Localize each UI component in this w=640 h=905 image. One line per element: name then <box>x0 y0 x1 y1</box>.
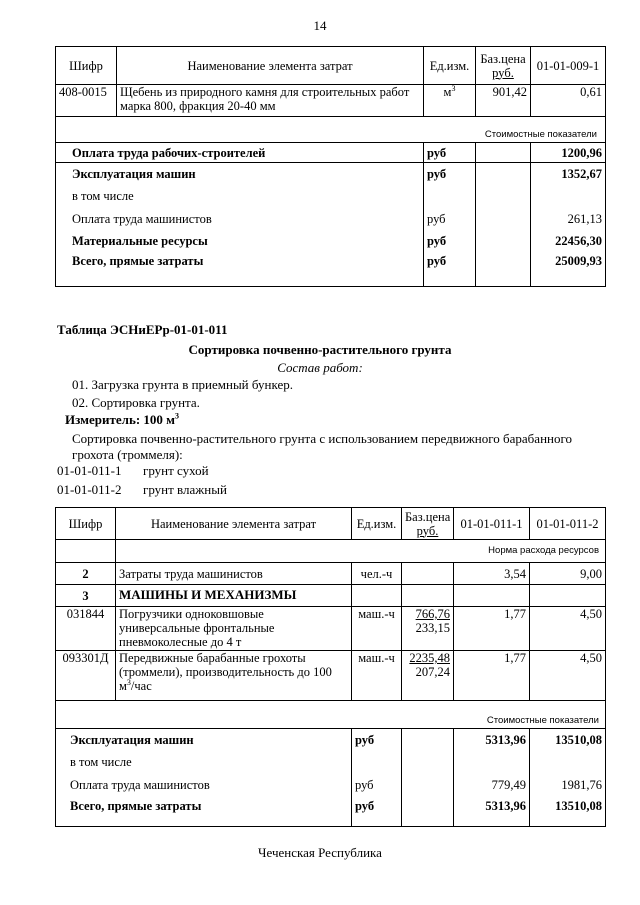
cost-value: 261,13 <box>531 207 606 231</box>
table-header-row <box>56 47 606 85</box>
cost-unit: руб <box>424 207 476 231</box>
cost-row <box>56 797 606 827</box>
header-column-code-2: 01-01-011-2 <box>530 508 606 540</box>
measure-label <box>65 412 179 428</box>
row-value-2: 4,50 <box>530 607 606 651</box>
cost-value-1: 779,49 <box>454 773 530 797</box>
row-name-line-last <box>119 679 348 693</box>
row-price-bottom: 207,24 <box>415 665 450 679</box>
section-subtitle: Сортировка почвенно-растительного грунта <box>188 342 452 357</box>
row-name <box>116 651 352 701</box>
row-name: МАШИНЫ И МЕХАНИЗМЫ <box>116 585 352 607</box>
variant-code: 01-01-011-2 <box>57 482 122 497</box>
variant-name: грунт влажный <box>143 482 227 497</box>
row-price <box>402 607 454 651</box>
cost-label: в том числе <box>56 185 424 207</box>
table-row <box>56 585 606 607</box>
cost-label: Эксплуатация машин <box>56 163 424 185</box>
cost-value-2: 1981,76 <box>530 773 606 797</box>
row-name-line: Погрузчики одноковшовые <box>119 607 264 621</box>
row-value-2: 4,50 <box>530 651 606 701</box>
row-value: 0,61 <box>531 85 606 117</box>
work-step: 01. Загрузка грунта в приемный бункер. <box>72 377 293 392</box>
row-name-line: (троммели), производительность до 100 <box>119 665 332 679</box>
header-price-line1: Баз.цена <box>480 51 526 66</box>
header-unit: Ед.изм. <box>352 508 402 540</box>
cost-unit: руб <box>352 773 402 797</box>
cost-value: 1200,96 <box>531 143 606 163</box>
row-name-line: пневмоколесные до 4 т <box>119 635 242 649</box>
cost-unit: руб <box>424 143 476 163</box>
cost-label: Оплата труда машинистов <box>56 773 352 797</box>
table-row <box>56 651 606 701</box>
row-value-1: 1,77 <box>454 607 530 651</box>
cost-label: Эксплуатация машин <box>56 729 352 751</box>
row-code: 031844 <box>56 607 116 651</box>
row-value-2: 9,00 <box>530 563 606 585</box>
composition-title: Состав работ: <box>277 360 363 375</box>
measure-exp: 3 <box>175 411 180 421</box>
cost-row <box>56 143 606 163</box>
row-name-unit-base: м <box>119 679 127 693</box>
header-name: Наименование элемента затрат <box>116 508 352 540</box>
header-unit: Ед.изм. <box>424 47 476 85</box>
cost-value-1: 5313,96 <box>454 797 530 827</box>
table-title: Таблица ЭСНиЕРр-01-01-011 <box>57 322 228 337</box>
section-label-row <box>56 129 606 143</box>
row-name: Затраты труда машинистов <box>116 563 352 585</box>
description-line: Сортировка почвенно-растительного грунта с использованием передвижного барабанного <box>72 431 572 446</box>
cost-row <box>56 231 606 252</box>
cost-label: в том числе <box>56 751 352 773</box>
cost-value: 25009,93 <box>531 252 606 287</box>
cost-table-2 <box>55 507 606 827</box>
cost-label: Материальные ресурсы <box>56 231 424 252</box>
header-code: Шифр <box>56 47 117 85</box>
cost-unit: руб <box>352 797 402 827</box>
row-value-1: 1,77 <box>454 651 530 701</box>
description-line: грохота (троммеля): <box>72 447 183 462</box>
row-price <box>402 651 454 701</box>
table-row <box>56 607 606 651</box>
section-label-row <box>56 715 606 729</box>
row-code: 2 <box>56 563 116 585</box>
cost-row <box>56 751 606 773</box>
row-unit <box>424 85 476 117</box>
page-number: 14 <box>313 18 327 33</box>
row-price-top: 766,76 <box>415 607 450 621</box>
row-price: 901,42 <box>476 85 531 117</box>
cost-row <box>56 252 606 287</box>
cost-unit: руб <box>424 231 476 252</box>
table-header-row <box>56 508 606 540</box>
section-label: Стоимостные показатели <box>56 715 606 729</box>
row-name <box>116 607 352 651</box>
header-price-line2: руб. <box>416 523 439 538</box>
row-name-line: Передвижные барабанные грохоты <box>119 651 306 665</box>
row-unit: маш.-ч <box>352 651 402 701</box>
cost-row <box>56 729 606 751</box>
norm-label: Норма расхода ресурсов <box>116 540 606 563</box>
cost-value-2: 13510,08 <box>530 729 606 751</box>
row-code: 3 <box>56 585 116 607</box>
section-label: Стоимостные показатели <box>56 129 606 143</box>
cost-label: Оплата труда машинистов <box>56 207 424 231</box>
norm-label-row <box>56 540 606 563</box>
cost-label: Всего, прямые затраты <box>56 252 424 287</box>
header-price-line2: руб. <box>492 65 514 80</box>
header-price-line1: Баз.цена <box>405 509 451 524</box>
variant-code: 01-01-011-1 <box>57 463 122 478</box>
header-price <box>402 508 454 540</box>
spacer-row <box>56 117 606 129</box>
work-step: 02. Сортировка грунта. <box>72 395 200 410</box>
measure-text: Измеритель: 100 м <box>65 412 176 427</box>
header-name: Наименование элемента затрат <box>117 47 424 85</box>
row-code: 408-0015 <box>56 85 117 117</box>
row-unit-exp: 3 <box>451 83 456 93</box>
spacer-row <box>56 701 606 715</box>
row-name-unit-exp: 3 <box>126 677 131 687</box>
header-column-code-1: 01-01-011-1 <box>454 508 530 540</box>
row-name-line: универсальные фронтальные <box>119 621 275 635</box>
row-code: 093301Д <box>56 651 116 701</box>
cost-row <box>56 163 606 185</box>
cost-row <box>56 773 606 797</box>
row-name-unit-tail: /час <box>130 679 152 693</box>
cost-value-2: 13510,08 <box>530 797 606 827</box>
table-row <box>56 563 606 585</box>
cost-value: 22456,30 <box>531 231 606 252</box>
cost-label: Оплата труда рабочих-строителей <box>56 143 424 163</box>
row-unit-base: м <box>443 85 452 99</box>
header-column-code: 01-01-009-1 <box>531 47 606 85</box>
header-code: Шифр <box>56 508 116 540</box>
row-name <box>117 85 424 117</box>
cost-table-1 <box>55 46 606 287</box>
table-row <box>56 85 606 117</box>
cost-unit: руб <box>424 252 476 287</box>
row-price-bottom: 233,15 <box>415 621 450 635</box>
cost-value-1: 5313,96 <box>454 729 530 751</box>
page-footer: Чеченская Республика <box>258 845 382 860</box>
row-name-line1: Щебень из природного камня для строительных работ <box>120 85 410 99</box>
cost-row <box>56 185 606 207</box>
row-unit: маш.-ч <box>352 607 402 651</box>
row-price-top: 2235,48 <box>409 651 450 665</box>
variant-name: грунт сухой <box>143 463 209 478</box>
cost-unit: руб <box>352 729 402 751</box>
row-value-1: 3,54 <box>454 563 530 585</box>
row-name-line2: марка 800, фракция 20-40 мм <box>120 99 276 113</box>
cost-row <box>56 207 606 231</box>
cost-value: 1352,67 <box>531 163 606 185</box>
cost-label: Всего, прямые затраты <box>56 797 352 827</box>
row-unit: чел.-ч <box>352 563 402 585</box>
cost-unit: руб <box>424 163 476 185</box>
header-price <box>476 47 531 85</box>
